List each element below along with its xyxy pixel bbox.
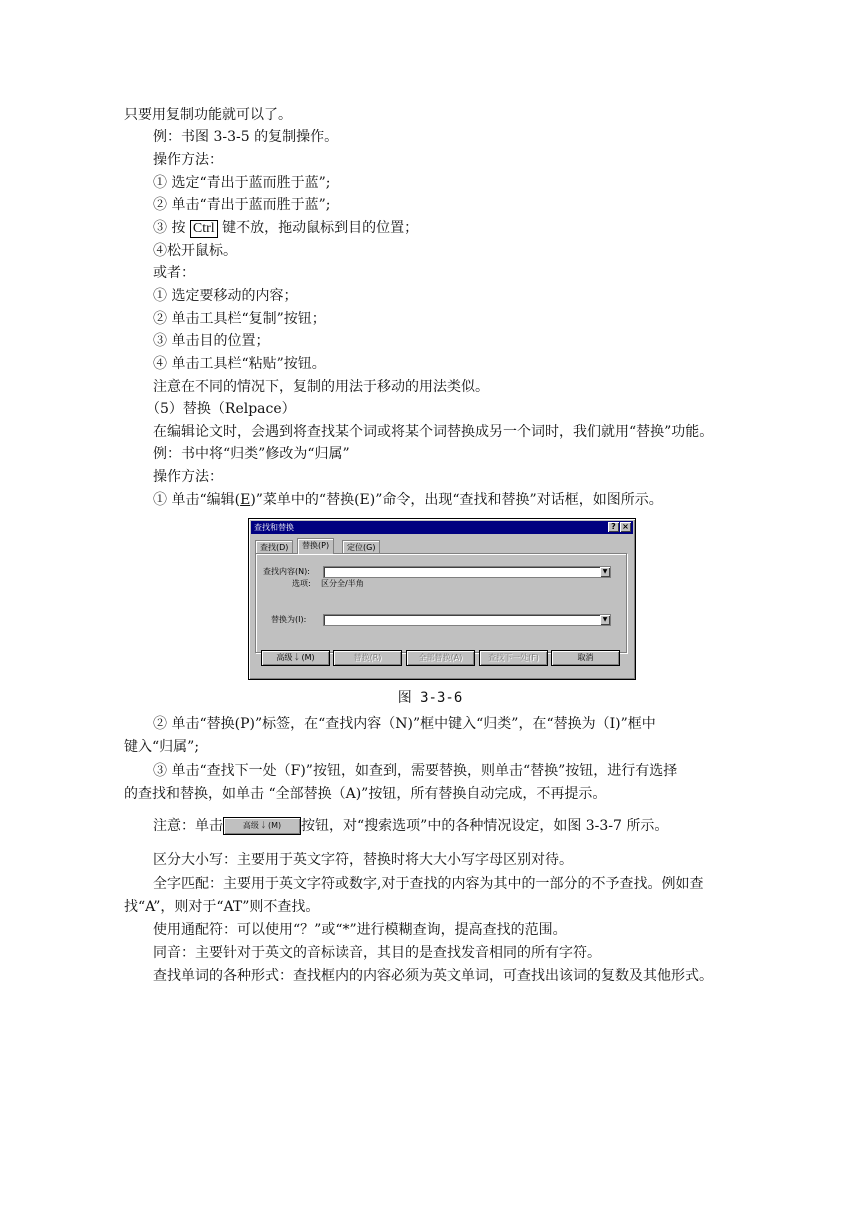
text-line: 注意在不同的情况下，复制的用法于移动的用法类似。 (153, 379, 489, 395)
text-segment: ① 单击“编辑( (153, 492, 241, 508)
figure-caption: 图 3-3-6 (397, 690, 463, 706)
replace-all-button[interactable]: 全部替换(A) (406, 650, 475, 666)
text-line: 的查找和替换，如单击 “全部替换（A)”按钮，所有替换自动完成，不再提示。 (124, 786, 607, 802)
find-next-button[interactable]: 查找下一处(F) (479, 650, 548, 666)
replace-label: 替换为(I): (271, 615, 307, 624)
chevron-down-icon[interactable]: ▼ (600, 615, 610, 625)
section-heading: （5）替换（Relpace） (146, 401, 296, 417)
text-line: 或者： (153, 265, 195, 281)
text-line: ② 单击“青出于蓝而胜于蓝”; (153, 197, 331, 213)
ctrl-key: Ctrl (190, 220, 218, 238)
text-line: 操作方法： (153, 152, 223, 168)
tab-replace[interactable]: 替换(P) (297, 538, 334, 554)
find-input[interactable] (323, 566, 611, 578)
options-label: 选项: (292, 579, 311, 588)
text-line: ② 单击“替换(P)”标签，在“查找内容（N)”框中键入“归类”，在“替换为（I)”框中 (153, 716, 656, 732)
text-line: 例：书图 3-3-5 的复制操作。 (153, 129, 339, 145)
text-line: 查找单词的各种形式：查找框内的内容必须为英文单词，可查找出该词的复数及其他形式。 (153, 968, 713, 984)
text-segment: ③ 按 (153, 220, 190, 236)
chevron-down-icon[interactable]: ▼ (600, 567, 610, 577)
advanced-button[interactable]: 高级 ￬ (M) (261, 650, 330, 666)
text-line: ④松开鼠标。 (153, 243, 237, 259)
text-line: 键入“归属”; (124, 739, 200, 755)
text-line: ③ 单击目的位置； (153, 333, 270, 349)
tab-find[interactable]: 查找(D) (255, 540, 293, 554)
text-line: 全字匹配：主要用于英文字符或数字,对于查找的内容为其中的一部分的不予查找。例如查 (153, 876, 704, 892)
text-line: 操作方法： (153, 469, 223, 485)
text-line: ① 选定“青出于蓝而胜于蓝”; (153, 175, 331, 191)
options-value: 区分全/半角 (321, 579, 364, 588)
text-line (153, 815, 774, 837)
close-button[interactable]: × (620, 522, 631, 532)
text-line: 在编辑论文时，会遇到将查找某个词或将某个词替换成另一个词时，我们就用“替换”功能。 (153, 424, 714, 440)
text-segment: 按钮，对“搜索选项”中的各种情况设定，如图 3-3-7 所示。 (301, 818, 669, 834)
replace-button[interactable]: 替换(R) (333, 650, 402, 666)
text-line: ③ 单击“查找下一处（F)”按钮，如查到，需要替换，则单击“替换”按钮，进行有选择 (153, 763, 678, 779)
text-segment: )”菜单中的“替换(E)”命令，出现“查找和替换”对话框，如图所示。 (250, 492, 663, 508)
underlined-letter: E (240, 492, 251, 508)
text-line: 区分大小写：主要用于英文字符，替换时将大大小写字母区别对待。 (153, 852, 573, 868)
text-line: 找“A”，则对于“AT”则不查找。 (124, 899, 320, 915)
text-line: ② 单击工具栏“复制”按钮； (153, 311, 326, 327)
cancel-button[interactable]: 取消 (551, 650, 620, 666)
tab-goto[interactable]: 定位(G) (342, 540, 380, 554)
find-replace-dialog (248, 518, 636, 680)
text-line: 同音：主要针对于英文的音标读音，其目的是查找发音相同的所有字符。 (153, 945, 601, 961)
text-line: ④ 单击工具栏“粘贴”按钮。 (153, 356, 326, 372)
text-line: 例：书中将“归类”修改为“归属” (153, 446, 350, 462)
text-line: 使用通配符：可以使用“？”或“*”进行模糊查询，提高查找的范围。 (153, 922, 567, 938)
text-line: 只要用复制功能就可以了。 (124, 107, 292, 123)
find-label: 查找内容(N): (263, 567, 310, 576)
dialog-titlebar (251, 521, 633, 534)
dialog-title: 查找和替换 (254, 523, 294, 532)
advanced-button-image: 高级 ￬ (M) (223, 817, 301, 835)
text-line (153, 217, 774, 239)
replace-input[interactable] (323, 614, 611, 626)
text-line (153, 489, 774, 511)
help-button[interactable]: ? (608, 522, 619, 532)
text-segment: 键不放，拖动鼠标到目的位置； (217, 220, 419, 236)
text-line: ① 选定要移动的内容； (153, 288, 298, 304)
text-segment: 注意：单击 (153, 818, 223, 834)
